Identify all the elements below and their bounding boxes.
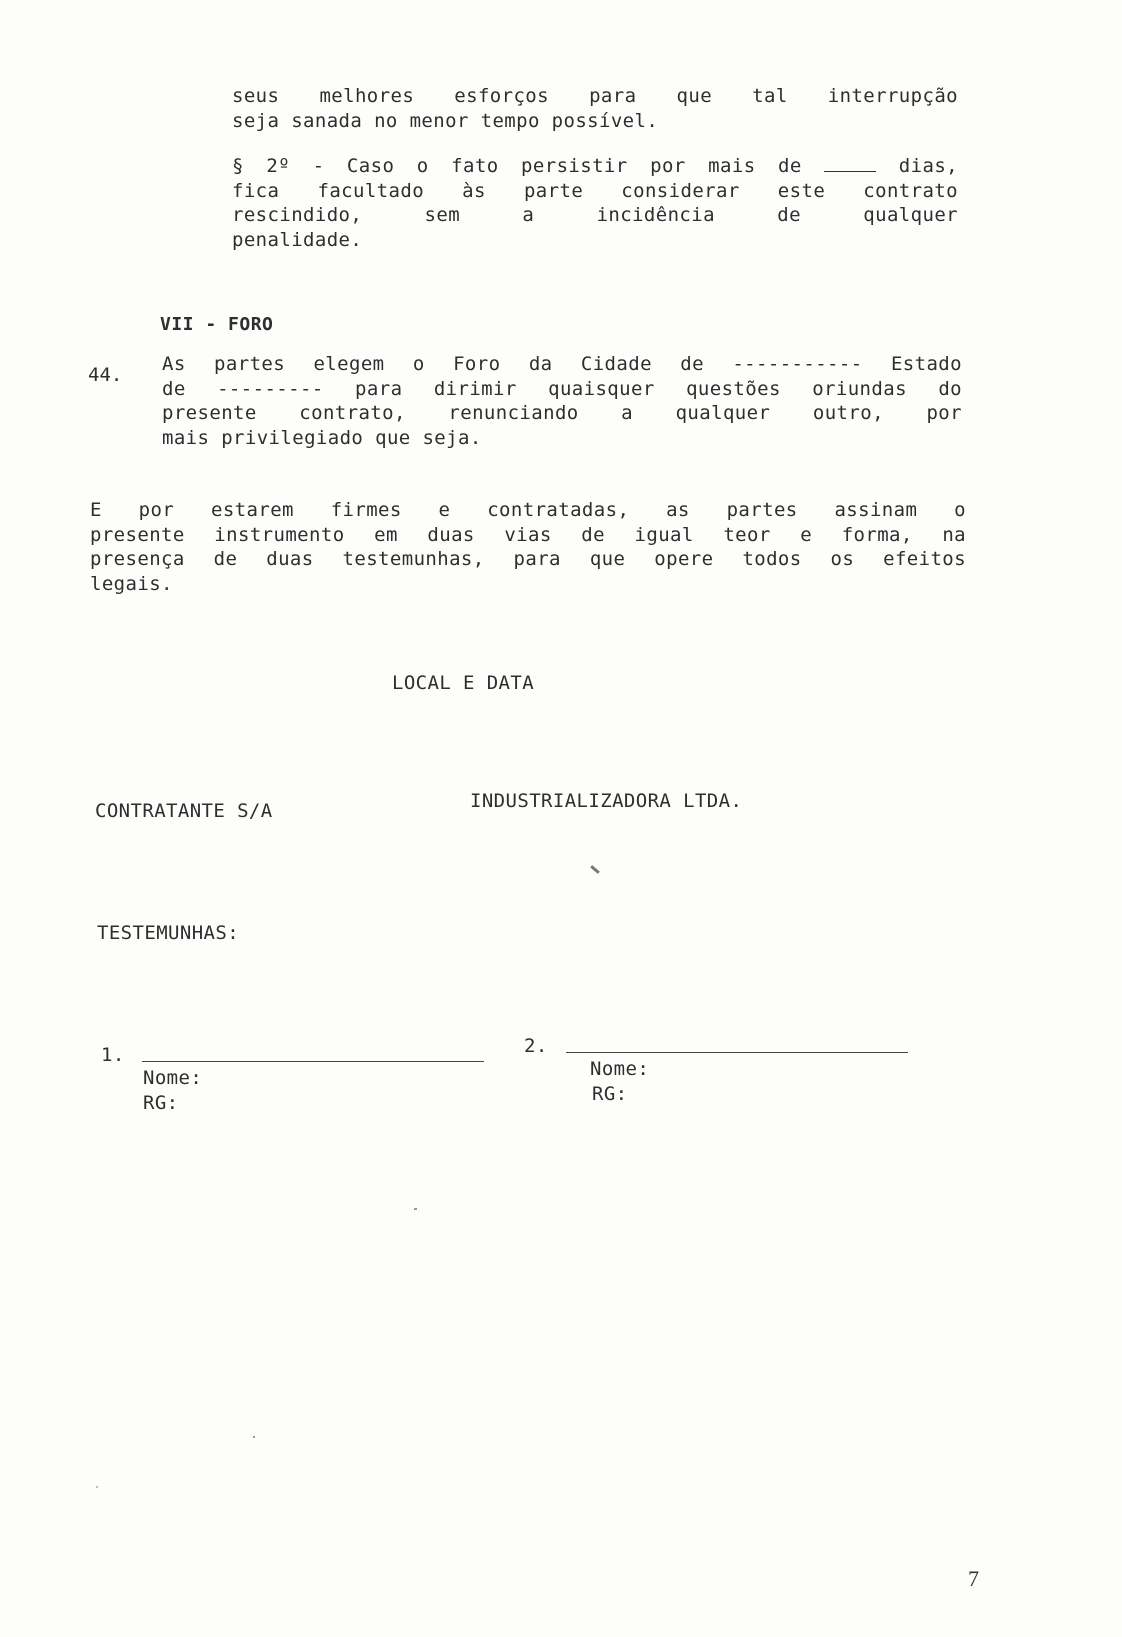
text-line: fica facultado às parte considerar este contrato [232, 179, 958, 202]
text-line: presença de duas testemunhas, para que opere todos os efeitos [90, 548, 966, 570]
text-line: presente instrumento em duas vias de igual teor e forma, na [90, 523, 966, 546]
witness-1-number: 1. [101, 1044, 125, 1066]
text-line: legais. [90, 572, 173, 595]
days-blank [824, 157, 876, 172]
scan-speck [414, 1208, 417, 1210]
witness-2-signature-line [566, 1052, 908, 1053]
scan-speck [96, 1486, 98, 1488]
closing-paragraph [90, 498, 966, 596]
ink-mark [590, 865, 600, 874]
paragraph-efforts [232, 84, 958, 133]
witness-2-name-label: Nome: [590, 1058, 650, 1080]
witness-2-number: 2. [524, 1035, 548, 1057]
witness-1-name-label: Nome: [143, 1067, 203, 1089]
party-contratante: CONTRATANTE S/A [95, 800, 273, 822]
witness-1-signature-line [142, 1061, 484, 1062]
clause-44-text [162, 352, 962, 450]
page-number: 7 [968, 1566, 979, 1591]
text-line: E por estarem firmes e contratadas, as partes assinam o [90, 499, 966, 521]
witnesses-title: TESTEMUNHAS: [97, 922, 240, 944]
text-line: penalidade. [232, 228, 363, 251]
text-fragment: dias, [898, 155, 958, 177]
text-fragment: § 2º - Caso o fato persistir por mais de [232, 155, 802, 177]
text-line: presente contrato, renunciando a qualquer outro, por [162, 402, 962, 424]
witness-1-rg-label: RG: [143, 1092, 179, 1114]
scan-speck [253, 1436, 255, 1438]
text-line [232, 154, 958, 179]
local-date-label: LOCAL E DATA [392, 672, 535, 694]
witness-2-rg-label: RG: [592, 1083, 628, 1105]
text-line: seja sanada no menor tempo possível. [232, 109, 659, 132]
paragraph-section-2 [232, 154, 958, 252]
party-industrializadora: INDUSTRIALIZADORA LTDA. [470, 790, 743, 812]
text-line: mais privilegiado que seja. [162, 426, 482, 449]
section-heading: VII - FORO [160, 314, 274, 335]
text-line: rescindido, sem a incidência de qualquer [232, 204, 958, 226]
text-line: As partes elegem o Foro da Cidade de ----------- Estado [162, 353, 962, 375]
text-line: de --------- para dirimir quaisquer questões oriundas do [162, 377, 962, 400]
clause-number: 44. [88, 364, 123, 386]
text-line: seus melhores esforços para que tal interrupção [232, 85, 958, 107]
